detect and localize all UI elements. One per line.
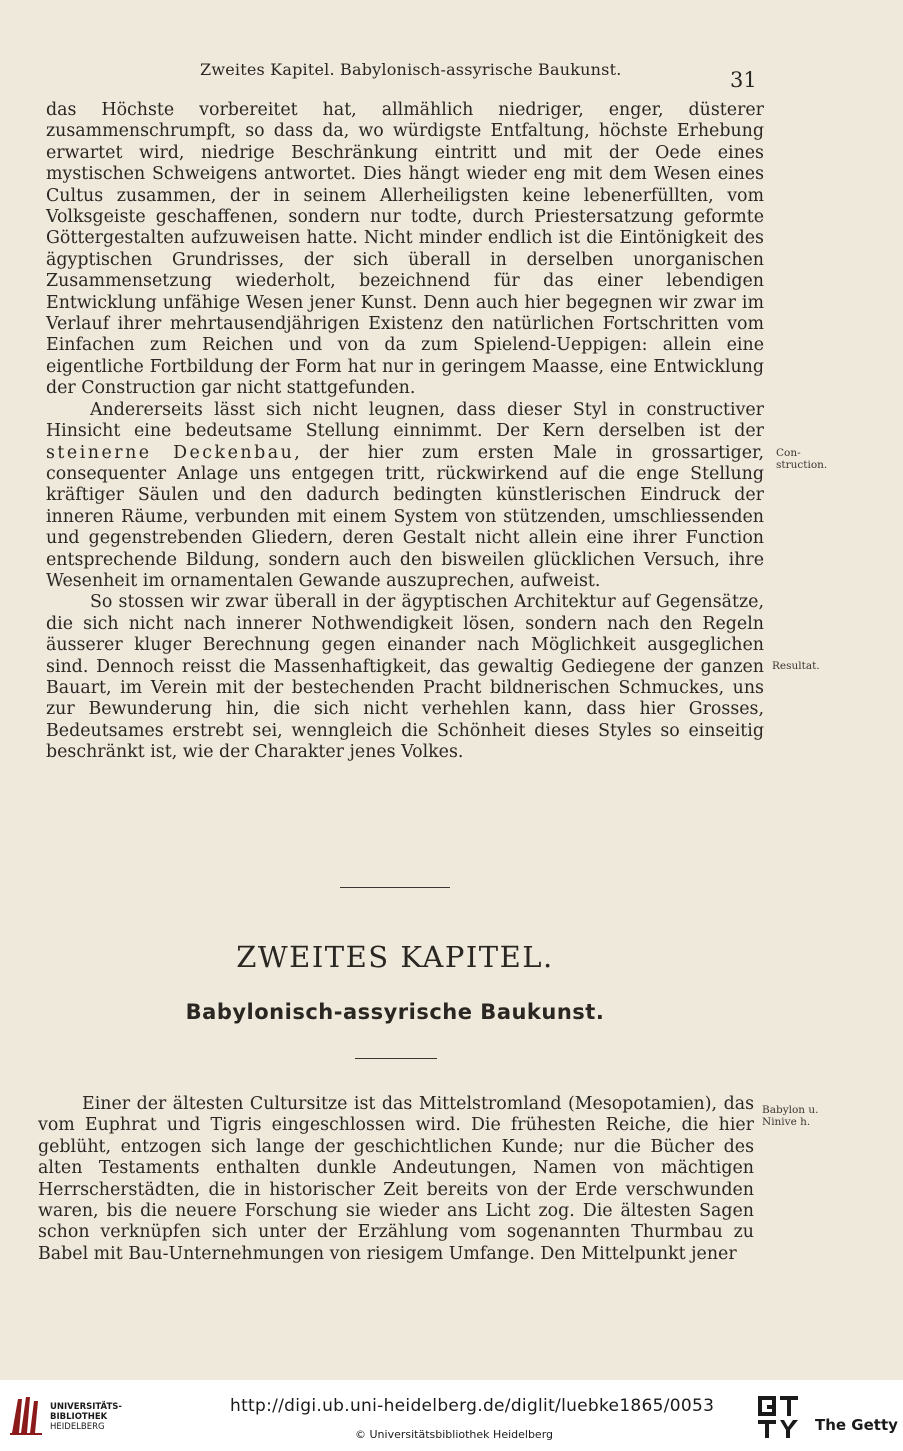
marginal-note-line: Con-: [776, 447, 801, 459]
copyright-notice: © Universitätsbibliothek Heidelberg: [355, 1428, 554, 1441]
marginal-note-line: Ninive h.: [762, 1116, 811, 1128]
paragraph-2-start: Andererseits lässt sich nicht leugnen, dass dieser Styl in constructiver Hinsicht eine bedeutsame Stellung einnimmt. Der Kern derselben ist der: [46, 399, 764, 442]
section-divider-bottom: [355, 1058, 437, 1059]
chapter-subtitle: Babylonisch-assyrische Baukunst.: [185, 1000, 605, 1024]
marginal-note-line: struction.: [776, 459, 828, 471]
university-library-name: [50, 1402, 122, 1432]
main-text-block: [46, 100, 764, 764]
marginal-note-resultat: Resultat.: [772, 660, 820, 672]
getty-logo-icon: [756, 1394, 800, 1440]
marginal-note-babylon: [762, 1104, 819, 1128]
university-library-logo-icon: [8, 1393, 44, 1437]
running-head: Zweites Kapitel. Babylonisch-assyrische Baukunst.: [200, 60, 622, 79]
paragraph-2-emphasis: steinerne Deckenbau: [46, 442, 295, 463]
viewer-footer: [0, 1380, 903, 1451]
chapter-title: ZWEITES KAPITEL.: [236, 940, 554, 974]
paragraph-3: So stossen wir zwar überall in der ägyptischen Architektur auf Gegensätze, die sich nicht nach innerer Nothwendigkeit lösen, sondern nach den Regeln äusserer kluger Berechnung gegen einander nach Möglichkeit ausgeglichen sind. Dennoch reisst die Massenhaftigkeit, das gewaltig Gediegene der ganzen Bauart, im Verein mit der bestechenden Pracht bildnerischen Schmuckes, uns zur Bewunderung hin, die sich nicht verhehlen kann, dass hier Grosses, Bedeutsames erstrebt sei, wenngleich die Schönheit dieses Styles so einseitig beschränkt ist, wie der Charakter jenes Volkes.: [46, 592, 764, 763]
section-divider-top: [340, 887, 450, 888]
marginal-note-construction: [776, 447, 827, 471]
chapter-text-block: [38, 1094, 754, 1265]
marginal-note-line: Babylon u.: [762, 1104, 819, 1116]
paragraph-1: das Höchste vorbereitet hat, allmählich niedriger, enger, düsterer zusammenschrumpft, so dass da, wo würdigste Entfaltung, höchste Erhebung erwartet wird, niedrige Beschränkung eintritt und mit der Oede eines mystischen Schweigens antwortet. Dies hängt wieder eng mit dem Wesen eines Cultus zusammen, der in seinem Allerheiligsten keine lebenerfüllten, vom Volksgeiste geschaffenen, sondern nur todte, durch Priestersatzung geformte Göttergestalten aufzuweisen hatte. Nicht minder endlich ist die Eintönigkeit des ägyptischen Grundrisses, der sich überall in derselben unorganischen Zusammensetzung wiederholt, bezeichnend für das einer lebendigen Entwicklung unfähige Wesen jener Kunst. Denn auch hier begegnen wir zwar im Verlauf ihrer mehrtausendjährigen Existenz den natürlichen Fortschritten vom Einfachen zum Reichen und von da zum Spielend-Ueppigen: allein eine eigentliche Fortbildung der Form hat nur in geringem Maasse, eine Entwicklung der Construction gar nicht stattgefunden.: [46, 100, 764, 399]
permalink-url[interactable]: http://digi.ub.uni-heidelberg.de/diglit/luebke1865/0053: [230, 1396, 715, 1416]
paragraph-2: [46, 400, 764, 593]
paragraph-2-end: , der hier zum ersten Male in grossartiger, consequenter Anlage uns entgegen tritt, rückwirkend auf die enge Stellung kräftiger Säulen und den dadurch bedingten künstlerischen Eindruck der inneren Räume, verbunden mit einem System von stützenden, umschliessenden und gegenstrebenden Gliedern, deren Gestalt nicht allein eine ihrer Function entsprechende Bildung, sondern auch den bisweilen glücklichen Versuch, ihre Wesenheit im ornamentalen Gewande auszuprechen, aufweist.: [46, 442, 764, 591]
page-number: 31: [730, 68, 757, 92]
library-name-line: HEIDELBERG: [50, 1422, 105, 1432]
library-name-line: UNIVERSITÄTS-: [50, 1402, 122, 1412]
chapter-paragraph-1: Einer der ältesten Cultursitze ist das Mittelstromland (Mesopotamien), das vom Euphrat und Tigris eingeschlossen wird. Die frühesten Reiche, die hier geblüht, entzogen sich lange der geschichtlichen Kunde; nur die Bücher des alten Testaments enthalten dunkle Andeutungen, Namen von mächtigen Herrscherstädten, die in historischer Zeit bereits von der Erde verschwunden waren, bis die neuere Forschung sie wieder ans Licht zog. Die ältesten Sagen schon verknüpfen sich unter der Erzählung vom sogenannten Thurmbau zu Babel mit Bau-Unternehmungen von riesigem Umfange. Den Mittelpunkt jener: [38, 1094, 754, 1264]
getty-name: The Getty: [815, 1416, 898, 1434]
library-name-line: BIBLIOTHEK: [50, 1412, 108, 1422]
